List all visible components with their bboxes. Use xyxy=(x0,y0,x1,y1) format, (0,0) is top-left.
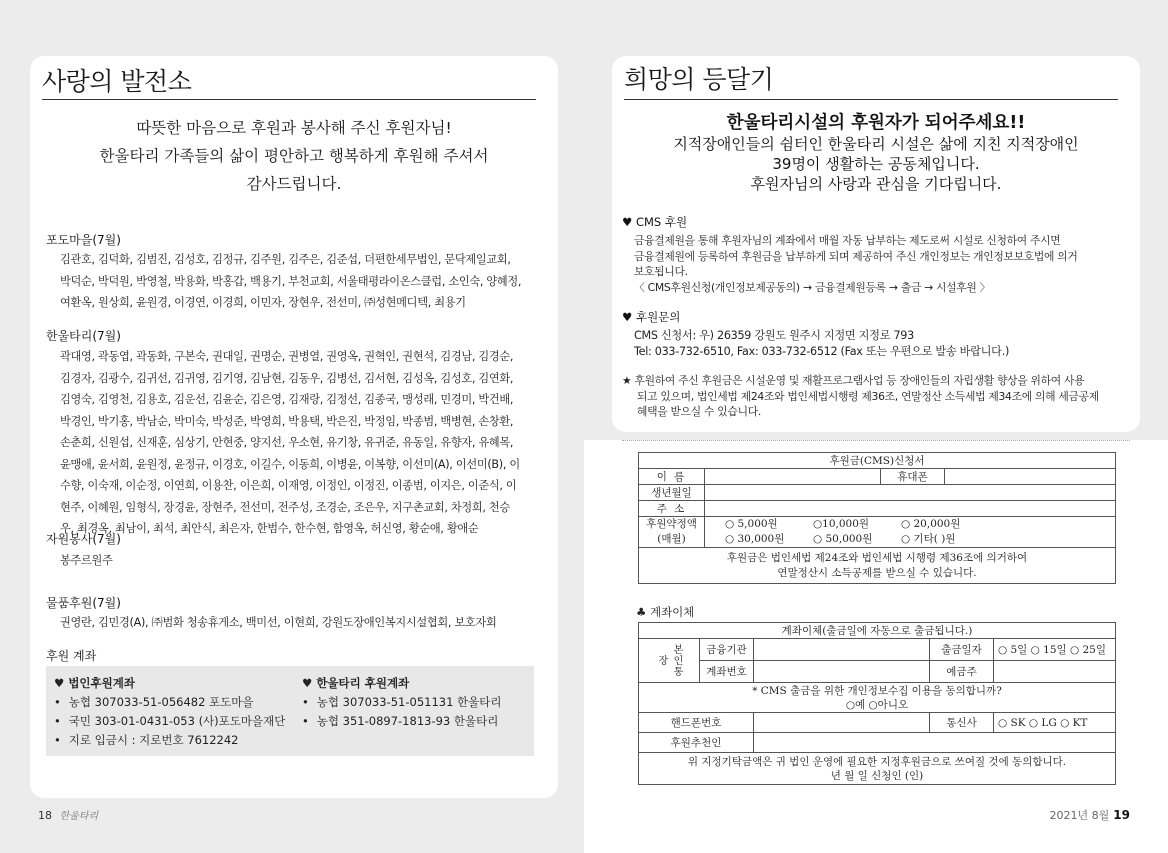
cms-line: 〈 CMS후원신청(개인정보제공동의) → 금융결제원등록 → 출금 → 시설후원 〉 xyxy=(634,280,991,294)
cms-description xyxy=(634,233,1134,295)
donor-line: 우, 최경옥, 최남이, 최석, 최안식, 최은자, 한범수, 한수현, 함영옥, 허신영, 황순애, 황애순 xyxy=(60,522,479,535)
donor-line: 수향, 이숙재, 이순정, 이연희, 이용찬, 이은희, 이재영, 이정인, 이정진, 이종범, 이지은, 이준식, 이 xyxy=(60,479,517,492)
left-footer xyxy=(38,807,98,822)
donor-line: 권영란, 김민경(A), ㈜범화 청송휴게소, 백미선, 이현희, 강원도장애인복지시설협회, 보호자회 xyxy=(60,616,497,629)
right-title-rule xyxy=(624,99,1118,100)
holder-field[interactable] xyxy=(994,661,1116,683)
donor-line: 윤맹애, 윤서희, 윤원정, 윤정규, 이경호, 이길수, 이동희, 이병윤, 이복향, 이선미(A), 이선미(B), 이 xyxy=(60,457,520,471)
account-item: • 농협 307033-51-051131 한울타리 xyxy=(302,693,502,712)
right-card xyxy=(612,56,1140,432)
donor-line: 곽대영, 곽동엽, 곽동화, 구본숙, 권대일, 권명순, 권병열, 권영옥, 권혁인, 권현석, 김경남, 김경순, xyxy=(60,350,514,363)
page-number-right: 19 xyxy=(1113,808,1130,822)
intro-line: 한울타리 가족들의 삶이 평안하고 행복하게 후원해 주셔서 xyxy=(99,147,489,165)
recommender-field[interactable] xyxy=(754,733,1116,753)
bank-transfer-form xyxy=(638,622,1116,785)
address-field[interactable] xyxy=(705,501,1116,517)
bank-field[interactable] xyxy=(754,639,930,661)
donor-headline: 한울타리시설의 후원자가 되어주세요!! xyxy=(726,113,1026,133)
contact-line: Tel: 033-732-6510, Fax: 033-732-6512 (Fax 또는 우편으로 발송 바랍니다.) xyxy=(634,344,1010,358)
phone-label: 휴대폰 xyxy=(881,469,945,485)
account-box xyxy=(46,666,534,756)
issue-date: 2021년 8월 xyxy=(1049,809,1110,822)
amount-row xyxy=(725,517,1111,532)
donor-line: 현주, 이혜원, 임형식, 장경윤, 장현주, 전선미, 전주성, 조경순, 조은우, 지구촌교회, 차정희, 천승 xyxy=(60,500,510,514)
description-line: 후원자님의 사랑과 관심을 기다립니다. xyxy=(750,175,1002,193)
note-line: 혜택을 받으실 수 있습니다. xyxy=(637,405,761,418)
birth-label: 생년월일 xyxy=(639,485,705,501)
transfer-form-title: 계좌이체(출금일에 자동으로 출금됩니다.) xyxy=(639,623,1116,639)
donor-line: 박덕순, 박덕원, 박영철, 박용화, 박홍갑, 백용기, 부천교회, 서울태평라이온스클럽, 소인숙, 양혜정, xyxy=(60,274,522,288)
group-title-volunteer: 자원봉사(7월) xyxy=(46,532,121,546)
account-section-title: 후원 계좌 xyxy=(46,649,97,663)
group-title-podomaeul: 포도마을(7월) xyxy=(46,233,121,247)
phone-field[interactable] xyxy=(945,469,1116,485)
tax-line: 후원금은 법인세법 제24조와 법인세법 시행령 제36조에 의거하여 xyxy=(726,551,1028,564)
amount-label xyxy=(639,517,705,548)
withdraw-day-options[interactable]: ○ 5일 ○ 15일 ○ 25일 xyxy=(994,639,1116,661)
corporate-account-column xyxy=(54,674,285,750)
thank-you-intro xyxy=(30,114,558,198)
facility-description xyxy=(612,134,1140,194)
holder-label: 예금주 xyxy=(930,661,994,683)
transfer-section-title: ♣ 계좌이체 xyxy=(636,605,695,619)
form-title: 후원금(CMS)신청서 xyxy=(639,453,1116,469)
name-label: 이 름 xyxy=(639,469,705,485)
donor-list-podomaeul xyxy=(60,249,550,314)
address-label: 주 소 xyxy=(639,501,705,517)
amount-option[interactable]: ○ 20,000원 xyxy=(901,518,961,530)
withdraw-day-label: 출금일자 xyxy=(930,639,994,661)
left-section-title: 사랑의 발전소 xyxy=(42,67,192,96)
recommender-label: 후원추천인 xyxy=(639,733,754,753)
mobile-label: 핸드폰번호 xyxy=(639,713,754,733)
left-title-rule xyxy=(42,99,536,100)
right-section-title: 희망의 등달기 xyxy=(624,65,774,94)
amount-option[interactable]: ○ 30,000원 xyxy=(725,533,785,545)
amount-option[interactable]: ○ 기타( )원 xyxy=(901,533,956,545)
left-card xyxy=(30,56,558,798)
cms-application-form xyxy=(638,452,1116,584)
group-title-goods: 물품후원(7월) xyxy=(46,596,121,610)
donor-line: 박경인, 박기홍, 박남순, 박미숙, 박성준, 박영희, 박용택, 박은진, 박정임, 박종범, 백병현, 손창환, xyxy=(60,414,514,428)
description-line: 지적장애인들의 쉼터인 한울타리 시설은 삶에 지친 지적장애인 xyxy=(673,135,1079,153)
donor-list-hanultari xyxy=(60,346,550,540)
page-number-left: 18 xyxy=(38,809,52,822)
donor-line: 손춘희, 신원섭, 신재훈, 심상기, 안현중, 양지선, 우소현, 유기창, 유귀준, 유동일, 유향자, 유혜목, xyxy=(60,436,514,449)
hanultari-account-heading: ♥ 한울타리 후원계좌 xyxy=(302,676,410,690)
intro-line: 감사드립니다. xyxy=(246,175,342,193)
privacy-consent xyxy=(639,683,1116,713)
donor-line: 여환옥, 원상희, 윤원경, 이경연, 이경희, 이민자, 장현우, 전선미, ㈜성현메디텍, 최용기 xyxy=(60,296,466,309)
cms-line: 금융결제원에 등록하여 후원금을 납부하게 되며 제공하여 주신 개인정보는 개인정보보호법에 의거 xyxy=(634,249,1078,263)
right-footer xyxy=(1050,807,1130,823)
carrier-label: 통신사 xyxy=(930,713,994,733)
account-item: • 농협 307033-51-056482 포도마을 xyxy=(54,693,285,712)
agree-line: 위 지정기탁금액은 귀 법인 운영에 필요한 지정후원금으로 쓰여질 것에 동의합니다. xyxy=(687,755,1067,768)
amount-row xyxy=(725,532,1111,547)
mobile-field[interactable] xyxy=(754,713,930,733)
group-title-hanultari: 한울타리(7월) xyxy=(46,329,121,343)
contact-line: CMS 신청서: 우) 26359 강원도 원주시 지정면 지정로 793 xyxy=(634,329,914,342)
birth-field[interactable] xyxy=(705,485,1116,501)
hanultari-account-column xyxy=(302,674,502,731)
bank-label: 금융기관 xyxy=(700,639,754,661)
consent-question: * CMS 출금을 위한 개인정보수집 이용을 동의합니까? xyxy=(752,684,1002,697)
account-number-field[interactable] xyxy=(754,661,930,683)
donor-line: 김영숙, 김영천, 김용호, 김운선, 김윤순, 김은영, 김재랑, 김정선, 김종국, 맹성래, 민경미, 박건배, xyxy=(60,393,514,406)
note-line: 되고 있으며, 법인세법 제24조와 법인세법시행령 제36조, 연말정산 소득세법 제34조에 의해 세금공제 xyxy=(637,389,1099,403)
amount-option[interactable]: ○10,000원 xyxy=(813,518,870,530)
note-line: ★ 후원하여 주신 후원금은 시설운영 및 재활프로그램사업 등 장애인들의 자립생활 향상을 위하여 사용 xyxy=(622,374,1085,387)
carrier-options[interactable]: ○ SK ○ LG ○ KT xyxy=(994,713,1116,733)
intro-line: 따뜻한 마음으로 후원과 봉사해 주신 후원자님! xyxy=(136,119,452,137)
description-line: 39명이 생활하는 공동체입니다. xyxy=(772,155,980,173)
agree-line: 년 월 일 신청인 (인) xyxy=(830,769,924,782)
donor-line: 김관호, 김덕화, 김범진, 김성호, 김정규, 김주원, 김주은, 김준섭, 더편한세무법인, 문닥제일교회, xyxy=(60,253,511,266)
dotted-cut-line xyxy=(622,440,1130,441)
corporate-account-heading: ♥ 법인후원계좌 xyxy=(54,676,135,690)
name-field[interactable] xyxy=(705,469,881,485)
amount-label-text: 후원약정액 xyxy=(646,518,697,530)
contact-section-title: ♥ 후원문의 xyxy=(622,310,681,324)
tax-deduction-note xyxy=(639,548,1116,584)
amount-options xyxy=(705,517,1116,548)
account-item: • 농협 351-0897-1813-93 한울타리 xyxy=(302,712,502,731)
amount-option[interactable]: ○ 5,000원 xyxy=(725,518,778,530)
amount-option[interactable]: ○ 50,000원 xyxy=(813,533,873,545)
consent-options[interactable]: ○예 ○아니오 xyxy=(845,698,909,711)
footer-logo: 한울타리 xyxy=(59,811,99,822)
account-number-label: 계좌번호 xyxy=(700,661,754,683)
tax-line: 연말정산시 소득공제를 받으실 수 있습니다. xyxy=(777,566,977,579)
own-account-side-label: 본인통장 xyxy=(639,639,700,683)
tax-note xyxy=(622,373,1134,420)
agreement-statement xyxy=(639,753,1116,785)
donor-line: 봉주르원주 xyxy=(60,554,113,567)
account-item: • 지로 입금시 : 지로번호 7612242 xyxy=(54,731,285,750)
cms-line: 금융결제원을 통해 후원자님의 계좌에서 매월 자동 납부하는 제도로써 시설로 신청하여 주시면 xyxy=(634,234,1061,247)
contact-info xyxy=(634,328,1134,359)
cms-section-title: ♥ CMS 후원 xyxy=(622,215,688,229)
donor-line: 김경자, 김광수, 김귀선, 김귀영, 김기영, 김남현, 김동우, 김병선, 김서현, 김성옥, 김성호, 김연화, xyxy=(60,371,514,385)
volunteer-list xyxy=(60,550,550,572)
cms-line: 보호됩니다. xyxy=(634,265,688,278)
amount-label-sub: (매월) xyxy=(657,533,686,545)
account-item: • 국민 303-01-0431-053 (사)포도마을재단 xyxy=(54,712,285,731)
goods-donor-list xyxy=(60,612,550,634)
